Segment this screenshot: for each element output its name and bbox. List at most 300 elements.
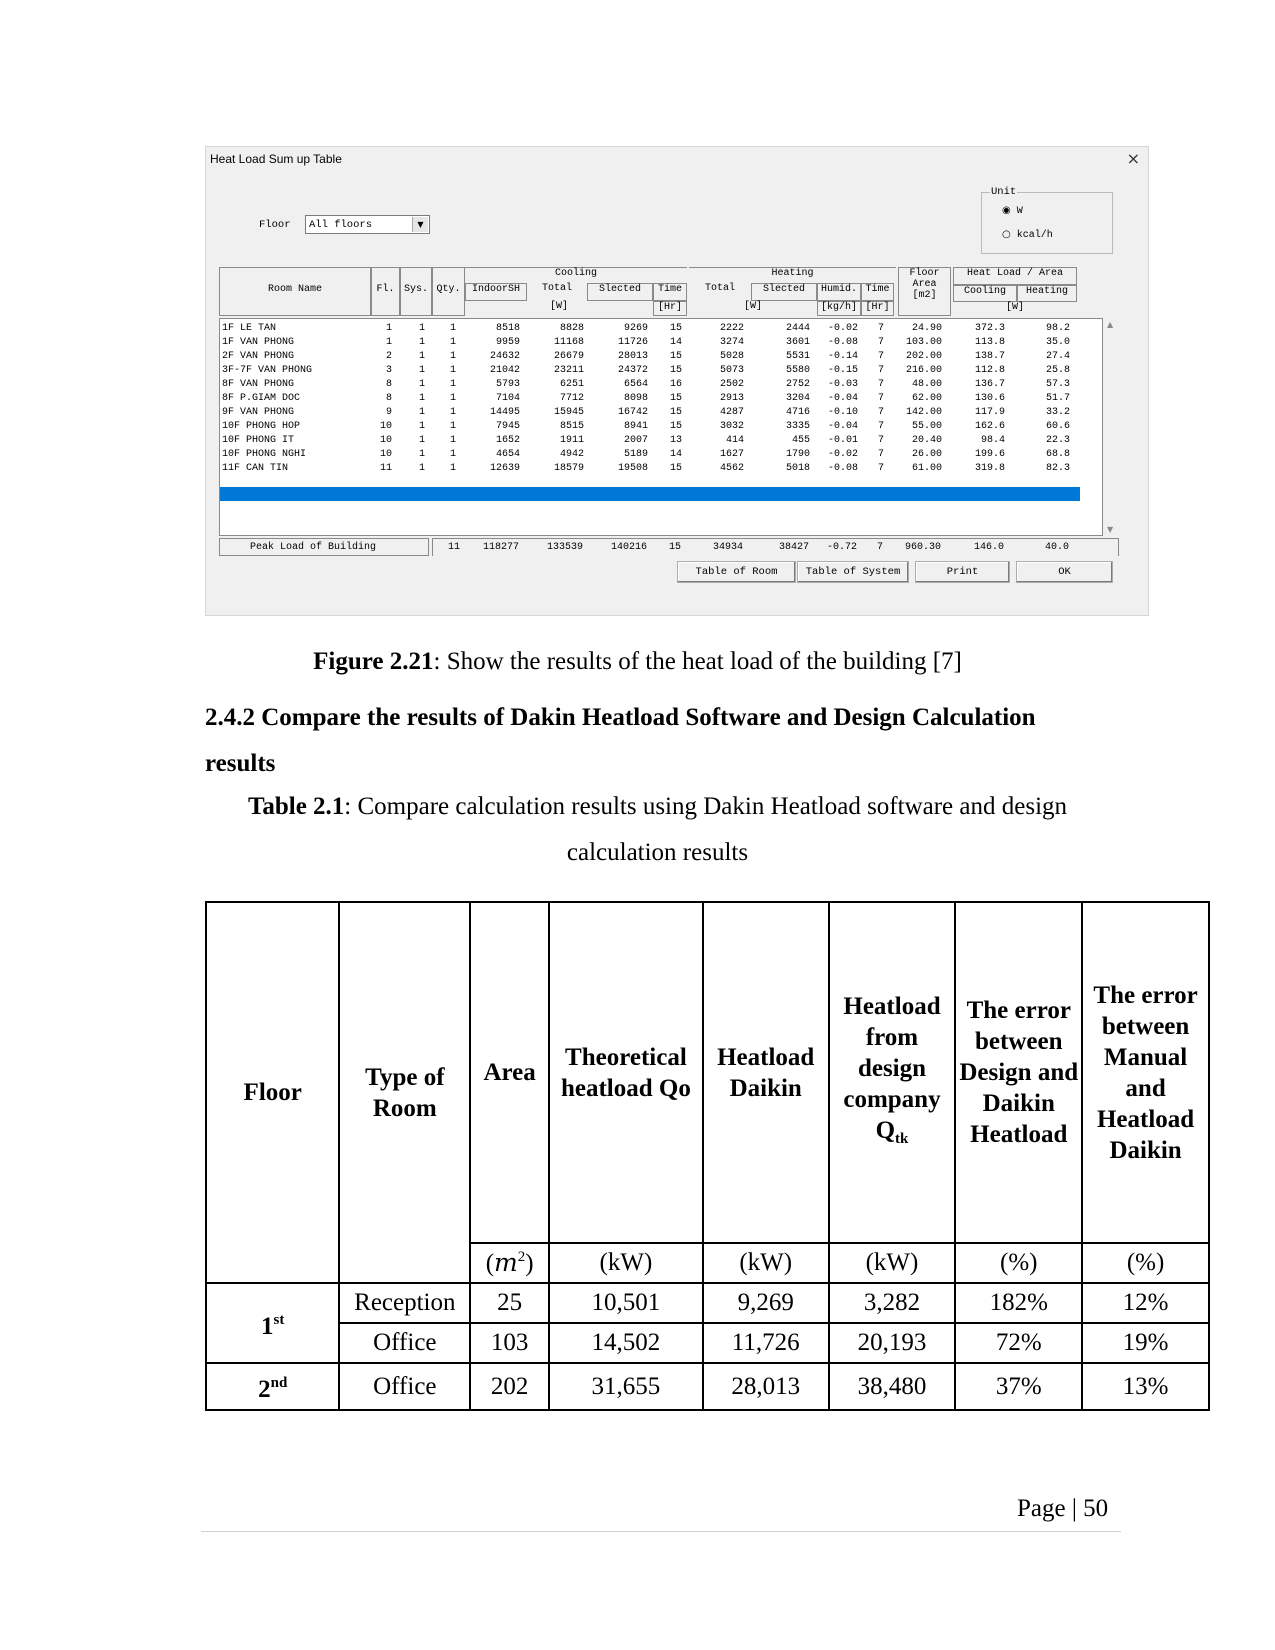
room-area: 24.90 (911, 323, 942, 334)
room-indoor: 7945 (495, 421, 520, 432)
peak-cool-slected: 140216 (610, 542, 647, 553)
list-item[interactable] (220, 365, 1080, 379)
room-cool-total: 6251 (559, 379, 584, 390)
footer-divider (201, 1531, 1121, 1532)
room-heat-total: 5073 (719, 365, 744, 376)
room-heat-time: 7 (877, 421, 884, 432)
room-qty: 1 (449, 407, 456, 418)
header-cool-total: Total (541, 283, 572, 294)
room-area: 26.00 (911, 449, 942, 460)
room-area: 62.00 (911, 393, 942, 404)
room-fl: 10 (379, 435, 392, 446)
peak-humid: -0.72 (826, 542, 857, 553)
unit-area-base: m (494, 1248, 518, 1277)
room-qty: 1 (449, 393, 456, 404)
room-sys: 1 (418, 463, 425, 474)
room-cool-area: 112.8 (974, 365, 1005, 376)
room-cool-time: 16 (669, 379, 682, 390)
floor-cell-2nd (206, 1363, 339, 1410)
room-heat-area: 22.3 (1045, 435, 1070, 446)
area-value: 202 (470, 1363, 549, 1410)
room-sys: 1 (418, 379, 425, 390)
room-cool-slected: 5189 (623, 449, 648, 460)
room-cool-area: 372.3 (974, 323, 1005, 334)
room-cool-total: 15945 (553, 407, 584, 418)
figure-caption-text: : Show the results of the heat load of the building [7] (433, 648, 962, 675)
room-indoor: 7104 (495, 393, 520, 404)
header-cool-time: Time (653, 283, 687, 301)
room-name: 9F VAN PHONG (222, 407, 295, 418)
room-heat-slected: 3335 (785, 421, 810, 432)
room-cool-area: 117.9 (974, 407, 1005, 418)
header-kgh-unit: [kg/h] (817, 301, 861, 316)
header-floor-area (898, 267, 951, 316)
room-heat-slected: 4716 (785, 407, 810, 418)
room-humid: -0.04 (827, 393, 858, 404)
peak-load-row (219, 538, 1119, 556)
room-area: 216.00 (905, 365, 942, 376)
floor-sup: nd (270, 1375, 288, 1391)
unit-w-label: W (1016, 206, 1023, 217)
list-scrollbar[interactable] (1103, 318, 1120, 536)
table-row (206, 1363, 1209, 1410)
room-heat-total: 3032 (719, 421, 744, 432)
room-cool-time: 14 (669, 337, 682, 348)
header-floor-area-line2: Area (912, 279, 937, 290)
room-cool-area: 130.6 (974, 393, 1005, 404)
header-area: Area (470, 902, 549, 1243)
list-item[interactable] (220, 379, 1080, 393)
peak-heat-time: 7 (876, 542, 883, 553)
room-cool-total: 4942 (559, 449, 584, 460)
room-cool-slected: 8941 (623, 421, 648, 432)
list-item[interactable] (220, 351, 1080, 365)
qtk-value: 3,282 (829, 1283, 956, 1323)
header-design-company (829, 902, 956, 1243)
floor-select-value: All floors (309, 219, 373, 231)
unit-kcal-label: kcal/h (1016, 230, 1053, 241)
header-error-manual: The error between Manual and Heatload Daikin (1082, 902, 1209, 1243)
room-name: 2F VAN PHONG (222, 351, 295, 362)
peak-indoor: 118277 (482, 542, 519, 553)
room-humid: -0.10 (827, 407, 858, 418)
room-name: 8F VAN PHONG (222, 379, 295, 390)
room-sys: 1 (418, 323, 425, 334)
room-cool-area: 199.6 (974, 449, 1005, 460)
room-humid: -0.08 (827, 463, 858, 474)
floor-sup: st (273, 1311, 285, 1328)
list-item[interactable] (220, 393, 1080, 407)
room-cool-total: 11168 (553, 337, 584, 348)
room-heat-slected: 3204 (785, 393, 810, 404)
room-area: 55.00 (911, 421, 942, 432)
header-heat-w-unit: [W] (743, 301, 762, 312)
room-fl: 8 (385, 393, 392, 404)
room-cool-total: 8828 (559, 323, 584, 334)
header-qty: Qty. (432, 267, 465, 316)
list-item[interactable] (220, 407, 1080, 421)
header-daikin: Heatload Daikin (703, 902, 829, 1243)
list-item[interactable] (220, 323, 1080, 337)
room-heat-area: 35.0 (1045, 337, 1070, 348)
room-cool-time: 15 (669, 407, 682, 418)
room-heat-total: 2502 (719, 379, 744, 390)
header-area-heating: Heating (1017, 285, 1077, 302)
room-heat-total: 2222 (719, 323, 744, 334)
room-heat-area: 27.4 (1045, 351, 1070, 362)
unit-group (981, 186, 1113, 254)
qo-value: 31,655 (549, 1363, 703, 1410)
room-fl: 11 (379, 463, 392, 474)
header-theoretical: Theoretical heatload Qo (549, 902, 703, 1243)
room-name: 10F PHONG HOP (222, 421, 301, 432)
room-cool-slected: 28013 (617, 351, 648, 362)
header-heat-total: Total (704, 283, 735, 294)
room-cool-time: 13 (669, 435, 682, 446)
room-cool-total: 1911 (559, 435, 584, 446)
peak-cool-time: 15 (668, 542, 681, 553)
room-heat-slected: 2444 (785, 323, 810, 334)
room-qty: 1 (449, 351, 456, 362)
room-qty: 1 (449, 337, 456, 348)
room-sys: 1 (418, 393, 425, 404)
room-heat-area: 68.8 (1045, 449, 1070, 460)
daikin-value: 28,013 (703, 1363, 829, 1410)
room-heat-total: 4287 (719, 407, 744, 418)
room-heat-slected: 2752 (785, 379, 810, 390)
room-humid: -0.04 (827, 421, 858, 432)
table-caption (205, 784, 1110, 876)
room-cool-slected: 2007 (623, 435, 648, 446)
room-cool-slected: 6564 (623, 379, 648, 390)
header-heat-load-area: Heat Load / Area (953, 267, 1077, 285)
room-heat-slected: 5018 (785, 463, 810, 474)
room-type: Reception (339, 1283, 470, 1323)
room-sys: 1 (418, 337, 425, 348)
section-heading: 2.4.2 Compare the results of Dakin Heatload Software and Design Calculation results (205, 704, 1036, 777)
room-cool-area: 113.8 (974, 337, 1005, 348)
room-humid: -0.01 (827, 435, 858, 446)
room-heat-total: 414 (725, 435, 744, 446)
table-row (206, 1283, 1209, 1323)
room-indoor: 1652 (495, 435, 520, 446)
room-qty: 1 (449, 463, 456, 474)
room-cool-slected: 19508 (617, 463, 648, 474)
header-fl: Fl. (371, 267, 400, 316)
room-heat-time: 7 (877, 435, 884, 446)
unit-theoretical: (kW) (549, 1243, 703, 1283)
daikin-value: 9,269 (703, 1283, 829, 1323)
room-qty: 1 (449, 323, 456, 334)
table-row (206, 1323, 1209, 1363)
room-qty: 1 (449, 421, 456, 432)
room-cool-time: 14 (669, 449, 682, 460)
room-indoor: 14495 (489, 407, 520, 418)
list-item[interactable] (220, 435, 1080, 449)
room-heat-time: 7 (877, 393, 884, 404)
table-of-room-button[interactable]: Table of Room (677, 561, 796, 583)
room-heat-total: 4562 (719, 463, 744, 474)
room-type: Office (339, 1363, 470, 1410)
room-cool-area: 319.8 (974, 463, 1005, 474)
room-cool-time: 15 (669, 393, 682, 404)
room-name: 10F PHONG IT (222, 435, 295, 446)
ok-button[interactable]: OK (1016, 561, 1113, 583)
room-cool-slected: 11726 (617, 337, 648, 348)
list-item[interactable] (220, 421, 1080, 435)
peak-cool-total: 133539 (546, 542, 583, 553)
error-design-value: 72% (955, 1323, 1082, 1363)
room-cool-area: 136.7 (974, 379, 1005, 390)
room-humid: -0.08 (827, 337, 858, 348)
header-humid: Humid. (817, 283, 861, 301)
room-heat-time: 7 (877, 323, 884, 334)
header-error-design: The error between Design and Daikin Heatload (955, 902, 1082, 1243)
room-cool-total: 18579 (553, 463, 584, 474)
area-value: 25 (470, 1283, 549, 1323)
unit-legend: Unit (991, 186, 1017, 198)
header-design-company-sub: tk (895, 1130, 909, 1147)
error-manual-value: 19% (1082, 1323, 1209, 1363)
room-cool-time: 15 (669, 351, 682, 362)
room-cool-total: 7712 (559, 393, 584, 404)
room-cool-area: 98.4 (980, 435, 1005, 446)
room-name: 1F LE TAN (222, 323, 277, 334)
room-heat-time: 7 (877, 365, 884, 376)
room-sys: 1 (418, 365, 425, 376)
table-of-system-button[interactable]: Table of System (797, 561, 909, 583)
room-cool-time: 15 (669, 365, 682, 376)
unit-daikin: (kW) (703, 1243, 829, 1283)
room-humid: -0.03 (827, 379, 858, 390)
header-floor-area-line1: Floor (909, 268, 940, 279)
header-cool-w-unit: [W] (549, 301, 568, 312)
room-qty: 1 (449, 379, 456, 390)
room-cool-total: 26679 (553, 351, 584, 362)
room-indoor: 24632 (489, 351, 520, 362)
room-cool-slected: 16742 (617, 407, 648, 418)
table-caption-label: Table 2.1 (247, 793, 345, 820)
room-cool-time: 15 (669, 323, 682, 334)
radio-unchecked-icon[interactable]: ○ (1002, 229, 1011, 240)
room-indoor: 21042 (489, 365, 520, 376)
unit-area: $(m^2)$ (470, 1243, 549, 1283)
list-item[interactable] (220, 463, 1080, 477)
room-area: 142.00 (905, 407, 942, 418)
room-fl: 9 (385, 407, 392, 418)
room-heat-slected: 3601 (785, 337, 810, 348)
room-cool-slected: 24372 (617, 365, 648, 376)
header-design-company-text: Heatload from design company Q (843, 992, 941, 1144)
room-indoor: 5793 (495, 379, 520, 390)
header-heat-hr-unit: [Hr] (861, 301, 894, 316)
unit-error-manual: (%) (1082, 1243, 1209, 1283)
room-humid: -0.15 (827, 365, 858, 376)
table-caption-text: : Compare calculation results using Dakin Heatload software and design calculation results (344, 793, 1068, 866)
peak-qty: 11 (447, 542, 460, 553)
header-heat-time: Time (861, 283, 894, 301)
scroll-up-icon[interactable]: ▲ (1107, 320, 1114, 329)
room-fl: 1 (385, 337, 392, 348)
room-qty: 1 (449, 449, 456, 460)
qo-value: 14,502 (549, 1323, 703, 1363)
header-area-w-unit: [W] (1005, 302, 1024, 313)
header-sys: Sys. (400, 267, 432, 316)
header-area-cooling: Cooling (953, 285, 1017, 302)
unit-area-sup: 2 (517, 1249, 526, 1265)
room-fl: 3 (385, 365, 392, 376)
peak-heat-slected: 38427 (778, 542, 809, 553)
room-fl: 1 (385, 323, 392, 334)
room-fl: 10 (379, 449, 392, 460)
room-qty: 1 (449, 435, 456, 446)
header-cooling: Cooling (465, 267, 687, 283)
peak-cool-area: 146.0 (973, 542, 1004, 553)
peak-heat-area: 40.0 (1044, 542, 1069, 553)
room-heat-area: 25.8 (1045, 365, 1070, 376)
room-heat-area: 82.3 (1045, 463, 1070, 474)
header-m2-unit: [m2] (912, 290, 937, 301)
heat-load-dialog (205, 146, 1149, 616)
unit-design-company: (kW) (829, 1243, 956, 1283)
room-cool-total: 8515 (559, 421, 584, 432)
room-sys: 1 (418, 435, 425, 446)
selected-row[interactable] (220, 487, 1080, 501)
dialog-title: Heat Load Sum up Table (210, 152, 342, 166)
floor-num: 2 (258, 1376, 271, 1403)
room-heat-time: 7 (877, 407, 884, 418)
room-humid: -0.02 (827, 449, 858, 460)
room-sys: 1 (418, 351, 425, 362)
list-item[interactable] (220, 449, 1080, 463)
room-fl: 10 (379, 421, 392, 432)
print-button[interactable]: Print (915, 561, 1010, 583)
peak-label-box (219, 538, 429, 556)
room-indoor: 8518 (495, 323, 520, 334)
room-heat-area: 51.7 (1045, 393, 1070, 404)
room-heat-slected: 1790 (785, 449, 810, 460)
room-indoor: 4654 (495, 449, 520, 460)
header-floor: Floor (206, 902, 339, 1283)
figure-caption-label: Figure 2.21 (313, 648, 434, 675)
room-heat-time: 7 (877, 351, 884, 362)
qo-value: 10,501 (549, 1283, 703, 1323)
room-cool-area: 162.6 (974, 421, 1005, 432)
room-heat-area: 33.2 (1045, 407, 1070, 418)
error-design-value: 37% (955, 1363, 1082, 1410)
header-cool-hr-unit: [Hr] (653, 301, 687, 316)
room-heat-total: 5028 (719, 351, 744, 362)
room-fl: 8 (385, 379, 392, 390)
floor-num: 1 (261, 1312, 274, 1340)
room-cool-slected: 9269 (623, 323, 648, 334)
room-cool-area: 138.7 (974, 351, 1005, 362)
error-manual-value: 12% (1082, 1283, 1209, 1323)
room-area: 202.00 (905, 351, 942, 362)
room-type: Office (339, 1323, 470, 1363)
header-heat-slected: Slected (751, 283, 817, 301)
qtk-value: 38,480 (829, 1363, 956, 1410)
radio-checked-icon[interactable]: ◉ (1002, 205, 1011, 216)
room-heat-total: 3274 (719, 337, 744, 348)
room-heat-slected: 455 (791, 435, 810, 446)
peak-area: 960.30 (904, 542, 941, 553)
peak-heat-total: 34934 (712, 542, 743, 553)
room-humid: -0.02 (827, 323, 858, 334)
room-area: 61.00 (911, 463, 942, 474)
room-heat-total: 1627 (719, 449, 744, 460)
room-heat-total: 2913 (719, 393, 744, 404)
room-heat-time: 7 (877, 463, 884, 474)
room-cool-time: 15 (669, 463, 682, 474)
room-heat-time: 7 (877, 449, 884, 460)
room-cool-total: 23211 (553, 365, 584, 376)
room-indoor: 9959 (495, 337, 520, 348)
room-name: 8F P.GIAM DOC (222, 393, 301, 404)
error-design-value: 182% (955, 1283, 1082, 1323)
error-manual-value: 13% (1082, 1363, 1209, 1410)
room-area: 20.40 (911, 435, 942, 446)
floor-label: Floor (259, 219, 291, 231)
page-number: Page | 50 (1017, 1495, 1109, 1522)
room-sys: 1 (418, 449, 425, 460)
room-heat-slected: 5580 (785, 365, 810, 376)
room-area: 48.00 (911, 379, 942, 390)
chevron-down-icon[interactable]: ▼ (412, 217, 428, 232)
room-cool-time: 15 (669, 421, 682, 432)
room-heat-area: 60.6 (1045, 421, 1070, 432)
room-heat-time: 7 (877, 337, 884, 348)
room-sys: 1 (418, 421, 425, 432)
area-value: 103 (470, 1323, 549, 1363)
room-humid: -0.14 (827, 351, 858, 362)
room-cool-slected: 8098 (623, 393, 648, 404)
unit-error-design: (%) (955, 1243, 1082, 1283)
floor-select[interactable] (305, 215, 430, 234)
unit-radio-w[interactable] (1002, 205, 1023, 217)
room-list[interactable] (219, 318, 1103, 536)
list-item[interactable] (220, 337, 1080, 351)
close-icon[interactable]: × (1126, 149, 1140, 168)
qtk-value: 20,193 (829, 1323, 956, 1363)
peak-label: Peak Load of Building (250, 542, 377, 553)
room-name: 10F PHONG NGHI (222, 449, 307, 460)
room-sys: 1 (418, 407, 425, 418)
header-type-of-room: Type of Room (339, 902, 470, 1283)
room-heat-time: 7 (877, 379, 884, 390)
room-heat-area: 57.3 (1045, 379, 1070, 390)
header-heating: Heating (689, 267, 896, 283)
header-cool-slected: Slected (587, 283, 653, 301)
header-indoorsh: IndoorSH (465, 283, 527, 301)
room-indoor: 12639 (489, 463, 520, 474)
room-qty: 1 (449, 365, 456, 376)
floor-cell-1st (206, 1283, 339, 1363)
header-room-name: Room Name (219, 267, 371, 316)
room-name: 11F CAN TIN (222, 463, 289, 474)
room-heat-area: 98.2 (1045, 323, 1070, 334)
room-name: 3F-7F VAN PHONG (222, 365, 313, 376)
room-heat-slected: 5531 (785, 351, 810, 362)
unit-radio-kcal[interactable] (1002, 229, 1053, 241)
figure-caption (0, 648, 1275, 676)
daikin-value: 11,726 (703, 1323, 829, 1363)
room-fl: 2 (385, 351, 392, 362)
room-name: 1F VAN PHONG (222, 337, 295, 348)
comparison-table (205, 901, 1210, 1411)
scroll-down-icon[interactable]: ▼ (1107, 525, 1114, 534)
room-area: 103.00 (905, 337, 942, 348)
